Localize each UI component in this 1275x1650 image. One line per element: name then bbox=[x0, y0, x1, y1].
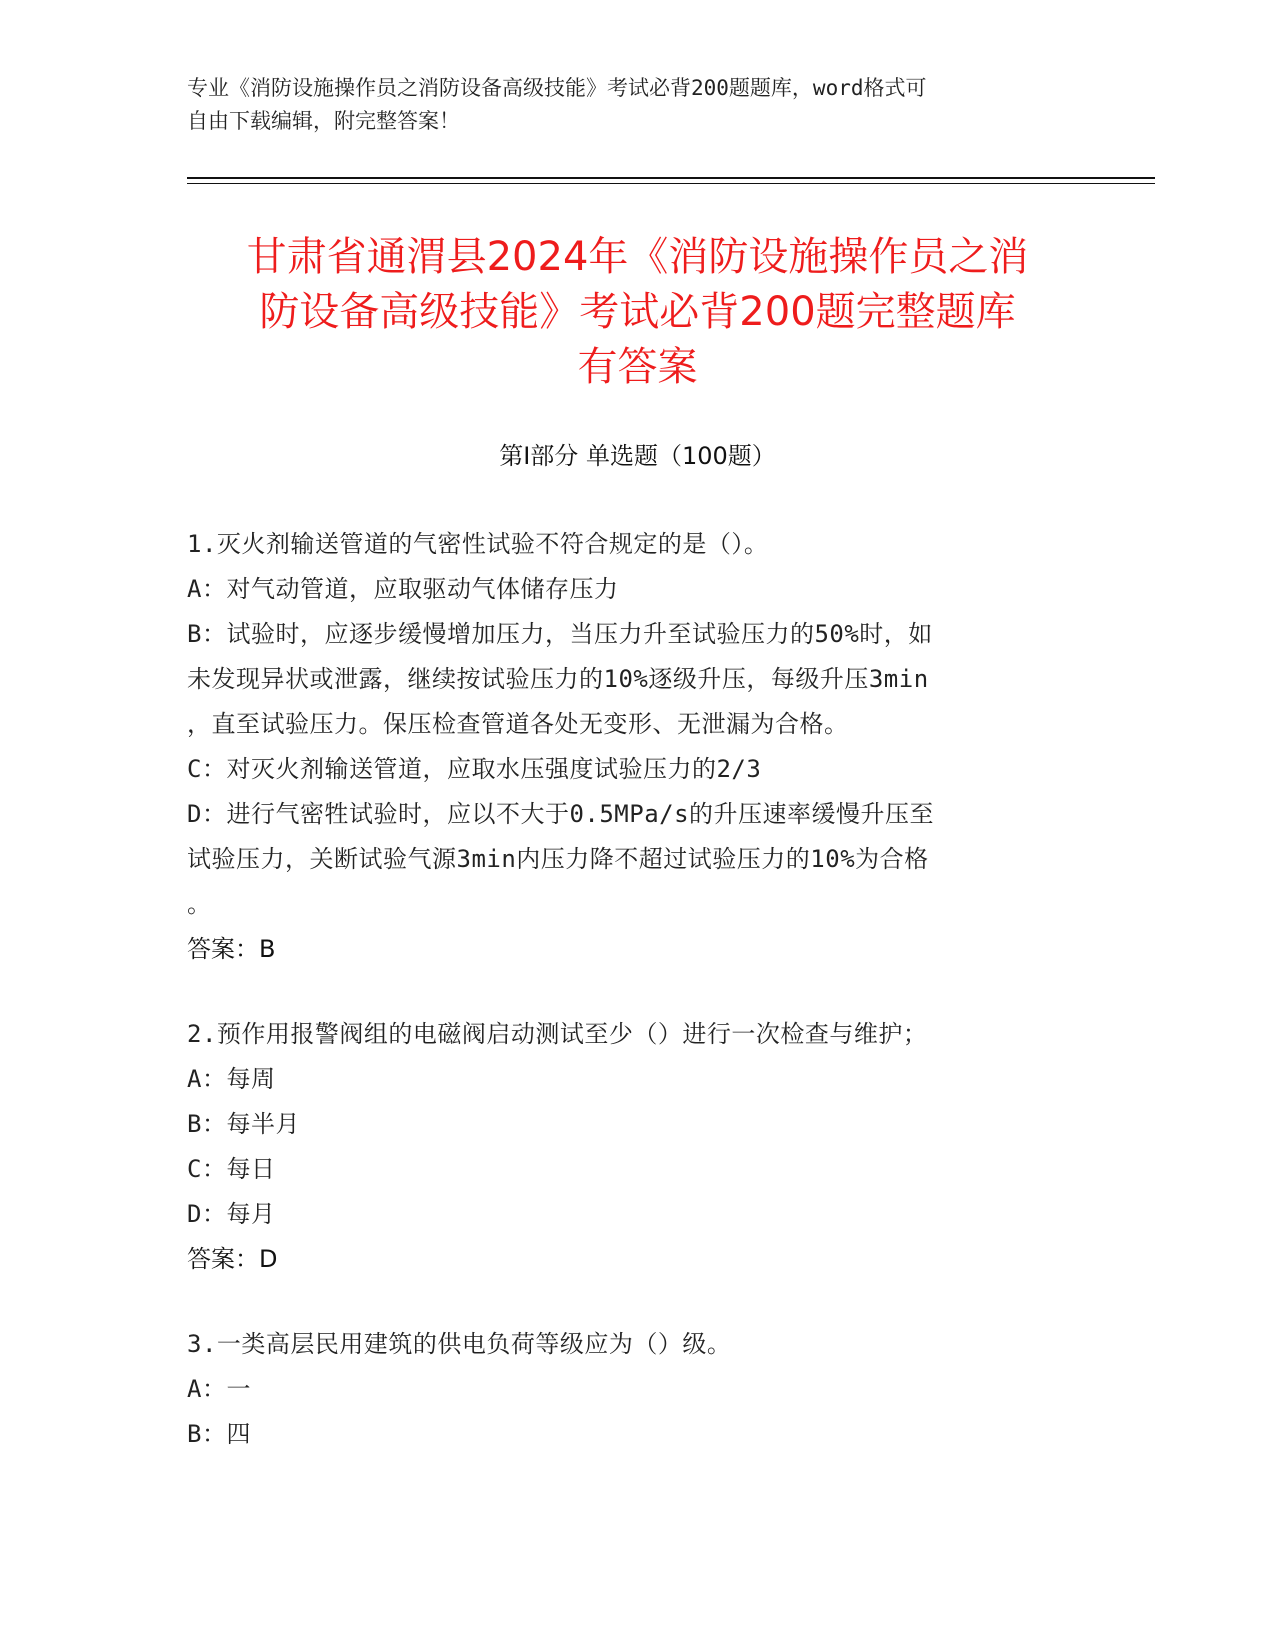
header-note-line: 专业《消防设施操作员之消防设备高级技能》考试必背200题题库，word格式可 bbox=[187, 76, 927, 100]
option-line: 。 bbox=[187, 890, 212, 918]
question-stem: 3.一类高层民用建筑的供电负荷等级应为（）级。 bbox=[187, 1330, 732, 1358]
header-note bbox=[187, 72, 1067, 138]
option-line: A：一 bbox=[187, 1375, 251, 1403]
question-item bbox=[187, 1012, 1067, 1282]
option-line: ，直至试验压力。保压检查管道各处无变形、无泄漏为合格。 bbox=[187, 710, 849, 738]
option-line: A：每周 bbox=[187, 1065, 276, 1093]
title-line: 甘肃省通渭县2024年《消防设施操作员之消 bbox=[246, 234, 1029, 280]
header-divider bbox=[187, 177, 1155, 179]
option-line: B：每半月 bbox=[187, 1110, 300, 1138]
question-stem: 2.预作用报警阀组的电磁阀启动测试至少（）进行一次检查与维护； bbox=[187, 1020, 928, 1048]
option-line: 试验压力，关断试验气源3min内压力降不超过试验压力的10%为合格 bbox=[187, 845, 929, 873]
question-item bbox=[187, 522, 1067, 972]
option-line: D：每月 bbox=[187, 1200, 276, 1228]
option-line: D：进行气密牲试验时，应以不大于0.5MPa/s的升压速率缓慢升压至 bbox=[187, 800, 935, 828]
option-line: 未发现异状或泄露，继续按试验压力的10%逐级升压，每级升压3min bbox=[187, 665, 929, 693]
question-list bbox=[187, 522, 1067, 1497]
title-line: 防设备高级技能》考试必背200题完整题库 bbox=[259, 289, 1016, 335]
header-divider-thin bbox=[187, 183, 1155, 184]
title-line: 有答案 bbox=[577, 344, 698, 390]
option-line: B：试验时，应逐步缓慢增加压力，当压力升至试验压力的50%时，如 bbox=[187, 620, 933, 648]
header-note-line: 自由下载编辑，附完整答案！ bbox=[187, 109, 460, 133]
answer-line: 答案：B bbox=[187, 935, 276, 963]
answer-line: 答案：D bbox=[187, 1245, 278, 1273]
option-line: C：每日 bbox=[187, 1155, 276, 1183]
option-line: B：四 bbox=[187, 1420, 251, 1448]
option-line: A：对气动管道，应取驱动气体储存压力 bbox=[187, 575, 619, 603]
option-line: C：对灭火剂输送管道，应取水压强度试验压力的2/3 bbox=[187, 755, 762, 783]
question-item bbox=[187, 1322, 1067, 1457]
question-stem: 1.灭火剂输送管道的气密性试验不符合规定的是（）。 bbox=[187, 530, 769, 558]
document-title bbox=[160, 230, 1115, 395]
section-title: 第Ⅰ部分 单选题（100题） bbox=[499, 442, 776, 470]
